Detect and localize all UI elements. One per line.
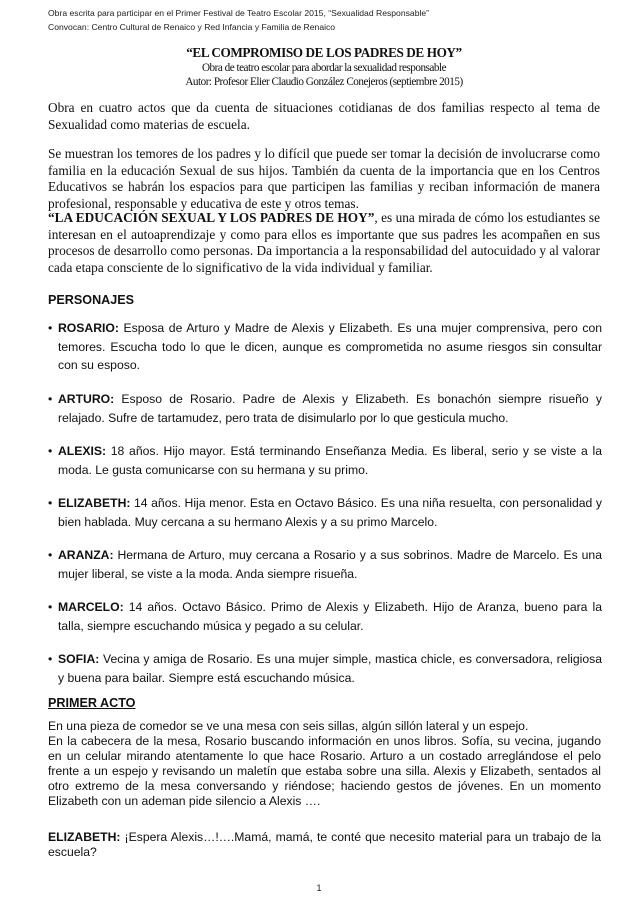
character-name: ALEXIS: — [58, 444, 107, 458]
character-description: 18 años. Hijo mayor. Está terminando Enseñanza Media. Es liberal, serio y se viste a la moda. Le gusta comunicarse con su hermana y su primo. — [58, 444, 602, 477]
character-description: 14 años. Hija menor. Esta en Octavo Básico. Es una niña resuelta, con personalidad y bien hablada. Muy cercana a su hermano Alexis y a su primo Marcelo. — [58, 496, 602, 529]
character-description: Hermana de Arturo, muy cercana a Rosario y a sus sobrinos. Madre de Marcelo. Es una mujer liberal, se viste a la moda. Anda siempre risueña. — [58, 548, 602, 581]
character-name: MARCELO: — [58, 600, 124, 614]
character-description: Vecina y amiga de Rosario. Es una mujer simple, mastica chicle, es conversadora, religiosa y buena para bailar. Siempre está escuchando música. — [58, 652, 602, 685]
page-number: 1 — [316, 883, 322, 893]
scene-description-paragraph: En la cabecera de la mesa, Rosario buscando información en unos libros. Sofía, su vecina, jugando en un celular mirando atentamente lo que hace Rosario. Arturo a un costado arreglándose el pelo frente a un espejo y revisando un maletín que estaba sobre una silla. Alexis y Elizabeth, sentados al otro extremo de la mesa conversando y riéndose; haciendo gestos de jóvenes. En un momento Elizabeth con un ademan pide silencio a Alexis …. — [48, 734, 601, 808]
play-author: Autor: Profesor Elier Claudio González Conejeros (septiembre 2015) — [185, 76, 463, 88]
intro-paragraph-3-text: , es una mirada de cómo los estudiantes se interesan en el autoaprendizaje y como para ellos es importante que sus padres les acompañen en sus procesos de desarrollo como personas. Da importancia a la responsabilidad del autocuidado y al valorar cada etapa consciente de lo significativo de la vida individual y familiar. — [48, 210, 600, 275]
personajes-heading: PERSONAJES — [48, 293, 135, 307]
character-item — [48, 390, 602, 427]
intro-paragraph-2: Se muestran los temores de los padres y lo difícil que puede ser tomar la decisión de involucrarse como familia en la educación Sexual de sus hijos. También da cuenta de la importancia que en los Centros Educativos se habrán los espacios para que participen las familias y reciban información de manera profesional, responsable y educativa de este y otros temas. — [48, 146, 600, 211]
character-name: SOFIA: — [58, 652, 100, 666]
dialog-line — [48, 830, 601, 860]
intro-paragraph-3 — [48, 210, 600, 276]
bullet-icon: • — [48, 548, 53, 562]
character-description: Esposa de Arturo y Madre de Alexis y Elizabeth. Es una mujer comprensiva, pero con temores. Escucha todo lo que le dicen, aunque es comprometida no asume riesgos sin consultar con su esposo. — [58, 321, 602, 372]
character-description: 14 años. Octavo Básico. Primo de Alexis y Elizabeth. Hijo de Aranza, bueno para la talla, siempre escuchando música y pegado a su celular. — [58, 600, 602, 633]
character-item — [48, 546, 602, 583]
intro-paragraph-1: Obra en cuatro actos que da cuenta de situaciones cotidianas de dos familias respecto al tema de Sexualidad como materias de escuela. — [48, 100, 600, 132]
character-name: ROSARIO: — [58, 321, 119, 335]
play-subtitle: Obra de teatro escolar para abordar la sexualidad responsable — [201, 62, 447, 74]
character-item — [48, 319, 602, 375]
character-name: ARANZA: — [58, 548, 114, 562]
character-item — [48, 598, 602, 635]
bullet-icon: • — [48, 321, 53, 335]
character-item — [48, 494, 602, 531]
bullet-icon: • — [48, 600, 53, 614]
bullet-icon: • — [48, 496, 53, 510]
scene-setting-paragraph: En una pieza de comedor se ve una mesa con seis sillas, algún sillón lateral y un espejo. — [48, 719, 529, 733]
play-title: “EL COMPROMISO DE LOS PADRES DE HOY” — [186, 45, 462, 60]
primer-acto-heading: PRIMER ACTO — [48, 696, 136, 710]
bullet-icon: • — [48, 652, 53, 666]
intro-emphasis-title: “LA EDUCACIÓN SEXUAL Y LOS PADRES DE HOY” — [48, 210, 375, 225]
dialog-text: ¡Espera Alexis…!….Mamá, mamá, te conté que necesito material para un trabajo de la escuela? — [48, 830, 601, 859]
dialog-speaker: ELIZABETH: — [48, 830, 121, 844]
character-description: Esposo de Rosario. Padre de Alexis y Elizabeth. Es bonachón siempre risueño y relajado. Sufre de tartamudez, pero trata de disimularlo por lo que gesticula mucho. — [58, 392, 602, 425]
bullet-icon: • — [48, 392, 53, 406]
character-item — [48, 650, 602, 687]
character-item — [48, 442, 602, 479]
character-name: ARTURO: — [58, 392, 115, 406]
header-festival-line: Obra escrita para participar en el Primer Festival de Teatro Escolar 2015, “Sexualidad Responsable” — [48, 8, 430, 18]
bullet-icon: • — [48, 444, 53, 458]
character-name: ELIZABETH: — [58, 496, 131, 510]
header-convocan-line: Convocan: Centro Cultural de Renaico y Red Infancia y Familia de Renaico — [48, 22, 336, 32]
